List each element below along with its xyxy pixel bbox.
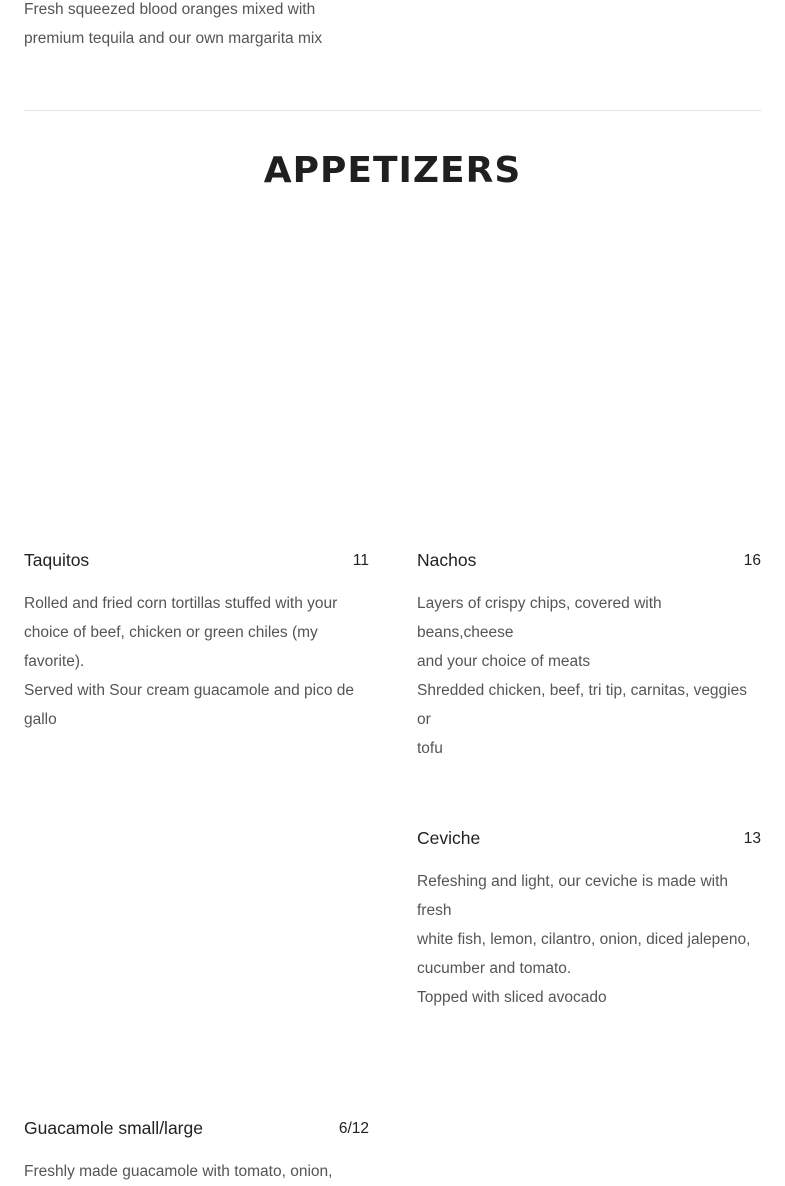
description-line: tofu — [417, 740, 443, 757]
description-line: favorite). — [24, 653, 85, 670]
description-line: Refeshing and light, our ceviche is made with fresh — [417, 873, 729, 919]
description-line: and your choice of meats — [417, 653, 591, 670]
item-name: Nachos — [417, 550, 477, 570]
menu-item-nachos — [417, 550, 761, 763]
item-name: Taquitos — [24, 550, 90, 570]
menu-item-ceviche — [417, 828, 761, 1012]
menu-item-guacamole — [24, 1118, 369, 1186]
description-line: Shredded chicken, beef, tri tip, carnitas, veggies or — [417, 682, 747, 728]
previous-item-description — [24, 0, 364, 53]
description-line: Topped with sliced avocado — [417, 989, 607, 1006]
description-line: Freshly made guacamole with tomato, onion, — [24, 1163, 333, 1180]
description-line: choice of beef, chicken or green chiles (my — [24, 624, 318, 641]
description-line: Rolled and fried corn tortillas stuffed with your — [24, 595, 338, 612]
description-line: cucumber and tomato. — [417, 960, 572, 977]
description-line: Fresh squeezed blood oranges mixed with — [24, 1, 316, 18]
description-line: Layers of crispy chips, covered with beans,cheese — [417, 595, 662, 641]
item-price: 11 — [352, 552, 369, 569]
item-price: 16 — [743, 552, 761, 569]
item-description — [417, 867, 761, 1012]
item-name: Ceviche — [417, 828, 481, 848]
item-price: 13 — [743, 830, 761, 847]
description-line: Served with Sour cream guacamole and pico de — [24, 682, 354, 699]
item-description — [417, 589, 761, 763]
item-description — [24, 589, 369, 734]
section-title: APPETIZERS — [263, 150, 522, 191]
section-divider — [24, 110, 761, 111]
item-name: Guacamole small/large — [24, 1118, 203, 1138]
description-line: premium tequila and our own margarita mix — [24, 30, 323, 47]
item-description — [24, 1157, 369, 1186]
menu-item-taquitos — [24, 550, 369, 734]
description-line: white fish, lemon, cilantro, onion, diced jalepeno, — [417, 931, 751, 948]
description-line: gallo — [24, 711, 57, 728]
item-price: 6/12 — [338, 1120, 369, 1137]
